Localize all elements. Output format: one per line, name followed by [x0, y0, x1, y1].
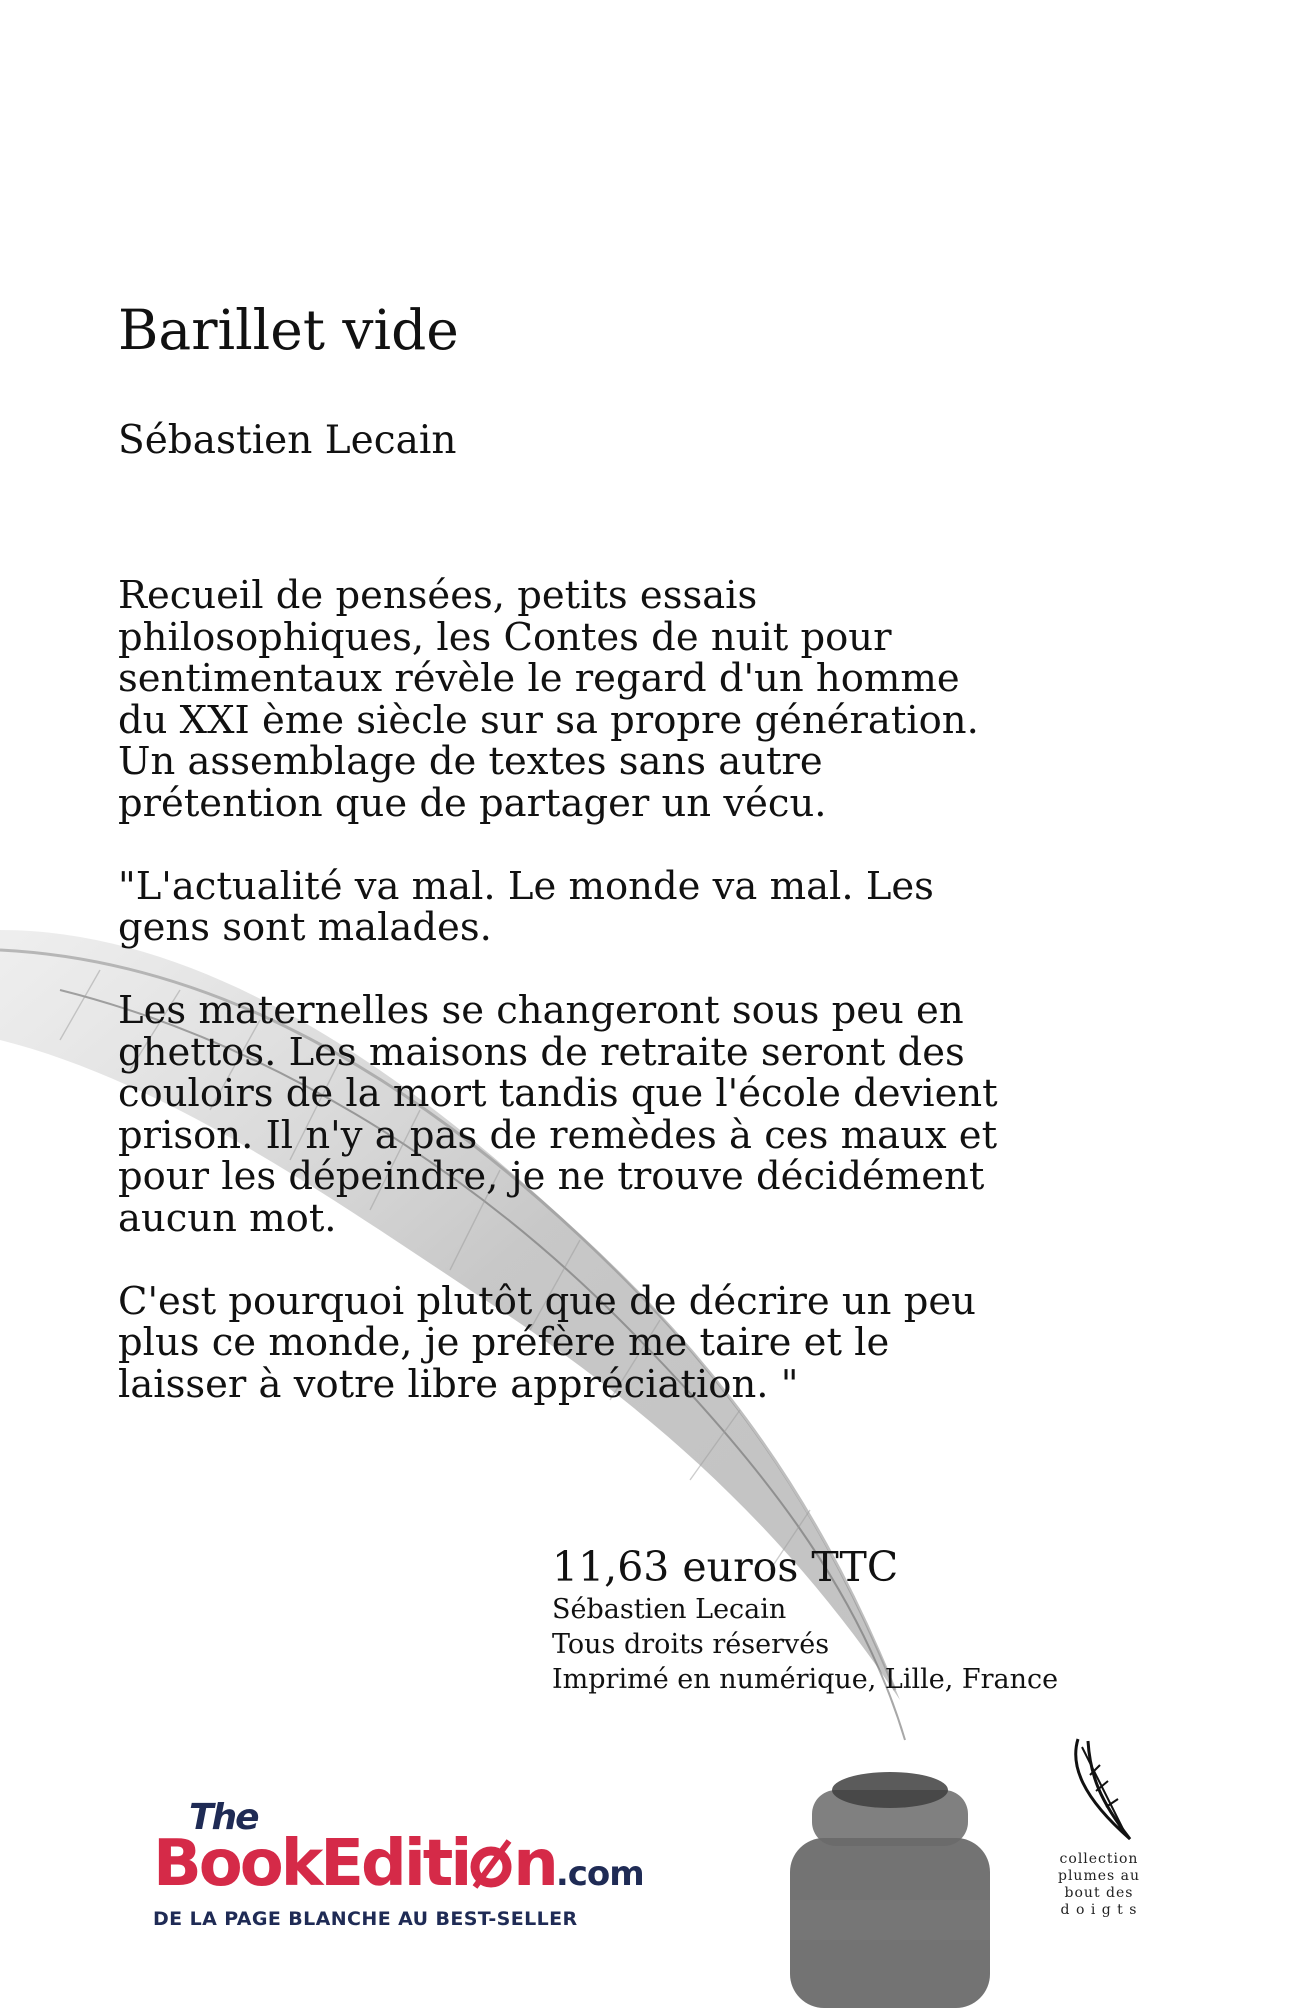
blurb-paragraph-summary: Recueil de pensées, petits essais philosophiques, les Contes de nuit pour sentimentaux révèle le regard d'un homme du XXI ème siècle sur sa propre génération. Un assemblage de textes sans autre prétention que de partager un vécu.	[118, 573, 979, 826]
back-cover-blurb	[118, 575, 998, 1447]
logo-tagline: DE LA PAGE BLANCHE AU BEST-SELLER	[153, 1908, 578, 1930]
book-title: Barillet vide	[118, 298, 459, 362]
logo-wordmark-part1: BookEditi	[153, 1827, 470, 1901]
blurb-paragraph-quote-body: Les maternelles se changeront sous peu en ghettos. Les maisons de retraite seront des couloirs de la mort tandis que l'école devient prison. Il n'y a pas de remèdes à ces maux et pour les dépeindre, je ne trouve décidément aucun mot.	[118, 988, 998, 1241]
collection-badge	[1044, 1735, 1154, 1919]
inkwell	[790, 1772, 990, 2008]
blurb-paragraph-quote-end: C'est pourquoi plutôt que de décrire un peu plus ce monde, je préfère me taire et le laisser à votre libre appréciation. "	[118, 1278, 976, 1407]
thebookedition-logo	[153, 1797, 713, 1930]
logo-domain: .com	[555, 1854, 644, 1894]
logo-wordmark	[153, 1827, 644, 1907]
credit-author: Sébastien Lecain	[552, 1594, 787, 1625]
printing-info: Imprimé en numérique, Lille, France	[552, 1664, 1059, 1695]
logo-wordmark-part2: n	[513, 1827, 556, 1901]
rights-notice: Tous droits réservés	[552, 1629, 830, 1660]
logo-pen-o-icon	[469, 1837, 513, 1889]
logo-the: The	[189, 1797, 258, 1838]
feather-icon	[1060, 1735, 1140, 1845]
price: 11,63 euros TTC	[552, 1543, 899, 1591]
blurb-paragraph-quote-intro: "L'actualité va mal. Le monde va mal. Les gens sont malades.	[118, 863, 934, 950]
price-block	[552, 1542, 1058, 1697]
collection-label: collection plumes au bout des d o i g t s	[1057, 1851, 1140, 1918]
book-author: Sébastien Lecain	[118, 418, 457, 463]
